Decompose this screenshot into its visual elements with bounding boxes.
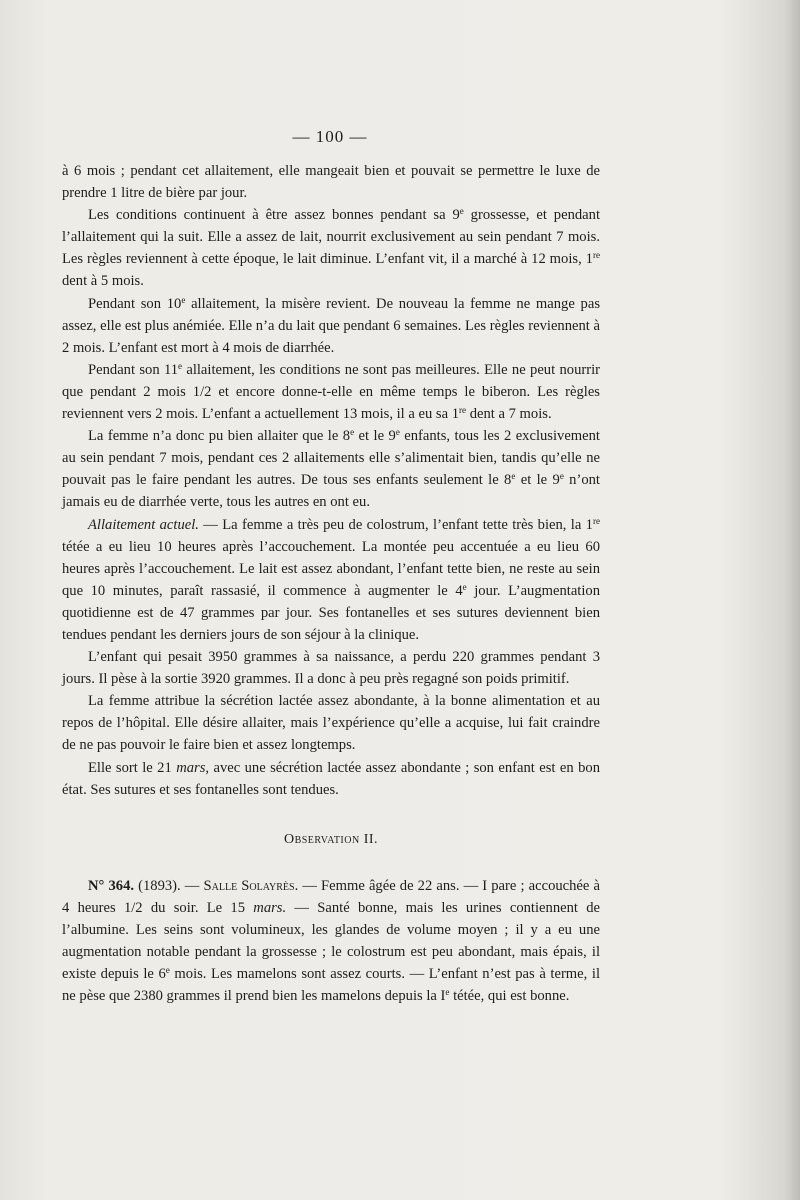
- paragraph: [62, 875, 600, 1008]
- text-run: Pendant son 10: [88, 295, 182, 312]
- superscript: re: [592, 250, 600, 261]
- paragraph: [62, 204, 600, 292]
- observation-ii: [62, 875, 600, 1008]
- text-run: et le 9: [354, 428, 396, 445]
- paragraph: [62, 514, 600, 647]
- text-run: N° 364.: [88, 877, 135, 894]
- text-run: n’ont jamais eu de diarrhée verte, tous les autres en ont eu.: [62, 472, 600, 511]
- superscript: e: [350, 427, 355, 438]
- superscript: e: [462, 581, 467, 592]
- paragraph: [62, 646, 600, 690]
- text-run: grossesse, et pendant l’allaitement qui la suit. Elle a assez de lait, nourrit exclusivement au sein pendant 7 mois. Les règles reviennent à cette époque, le lait diminue. L’enfant vit, il a marché à 12 mois, 1: [62, 207, 600, 268]
- text-run: avec une sécrétion lactée assez abondante ; son enfant est en bon état. Ses sutures et ses fontanelles sont tendues.: [62, 759, 600, 798]
- paragraph: [62, 293, 600, 359]
- text-run: — La femme a très peu de colostrum, l’enfant tette très bien, la 1: [198, 516, 593, 533]
- superscript: e: [181, 294, 186, 305]
- text-run: mars.: [253, 899, 287, 916]
- paragraph: [62, 690, 600, 756]
- text-run: enfants, tous les 2 exclusivement au sein pendant 7 mois, pendant ces 2 allaitements elle s’alimentait bien, tandis qu’elle ne pouvait pas le faire pendant les autres. De tous ses enfants seulement le 8: [62, 428, 600, 489]
- text-run: La femme n’a donc pu bien allaiter que le 8: [88, 428, 351, 445]
- text-run: jour. L’augmentation quotidienne est de 47 grammes par jour. Ses fontanelles et ses sutures deviennent bien tendues pendant les derniers jours de son séjour à la clinique.: [62, 582, 601, 643]
- paragraph: [62, 160, 600, 204]
- text-run: allaitement, la misère revient. De nouveau la femme ne mange pas assez, elle est plus anémiée. Elle n’a du lait que pendant 6 semaines. Les règles reviennent à 2 mois. L’enfant est mort à 4 mois de diarrhée.: [62, 295, 600, 356]
- text-run: mois. Les mamelons sont assez courts. — L’enfant n’est pas à terme, il ne pèse que 2380 grammes il prend bien les mamelons depuis la I: [62, 966, 600, 1005]
- superscript: e: [165, 965, 170, 976]
- text-run: — Femme âgée de 22 ans. — I pare ; accouchée à 4 heures 1/2 du soir. Le 15: [62, 877, 600, 916]
- page-number: — 100 —: [292, 127, 368, 146]
- text-run: La femme attribue la sécrétion lactée assez abondante, à la bonne alimentation et au repos de l’hôpital. Elle désire allaiter, mais l’expérience qu’elle a acquise, lui fait craindre de ne pas pouvoir le faire bien et assez longtemps.: [62, 693, 600, 754]
- text-run: tétée a eu lieu 10 heures après l’accouchement. La montée peu accentuée a eu lieu 60 heures après l’accouchement. Le lait est assez abondant, l’enfant tette bien, ne reste au sein que 10 minutes, paraît rassasié, il commence à augmenter le 4: [62, 538, 600, 599]
- text-run: dent a 7 mois.: [466, 406, 552, 423]
- superscript: re: [459, 405, 467, 416]
- text-run: Allaitement actuel.: [88, 516, 199, 533]
- superscript: e: [559, 471, 564, 482]
- text-run: et le 9: [515, 472, 560, 489]
- superscript: re: [592, 515, 600, 526]
- paragraph: [62, 425, 600, 513]
- text-run: Pendant son 11: [88, 361, 178, 378]
- observation-i-continued: [62, 160, 600, 801]
- text-run: mars,: [176, 759, 210, 776]
- paragraph: [62, 359, 600, 425]
- text-run: dent à 5 mois.: [62, 273, 144, 290]
- superscript: e: [395, 427, 400, 438]
- text-run: (1893). —: [134, 877, 204, 894]
- text-run: — Santé bonne, mais les urines contiennent de l’albumine. Les seins sont volumineux, les glandes de volume moyen ; il y a eu une augmentation notable pendant la grossesse ; le colostrum est peu abondant, mais épais, il existe depuis le 6: [62, 899, 600, 983]
- superscript: e: [178, 360, 183, 371]
- text-run: tétée, qui est bonne.: [449, 988, 570, 1005]
- observation-heading: Observation II.: [283, 831, 379, 847]
- superscript: e: [511, 471, 516, 482]
- text-run: L’enfant qui pesait 3950 grammes à sa naissance, a perdu 220 grammes pendant 3 jours. Il pèse à la sortie 3920 grammes. Il a donc à peu près regagné son poids primitif.: [62, 649, 600, 688]
- text-run: à 6 mois ; pendant cet allaitement, elle mangeait bien et pouvait se permettre le luxe de prendre 1 litre de bière par jour.: [62, 163, 600, 202]
- superscript: e: [445, 987, 450, 998]
- body-text: [62, 160, 600, 1007]
- text-run: allaitement, les conditions ne sont pas meilleures. Elle ne peut nourrir que pendant 2 mois 1/2 et encore donne-t-elle en même temps le biberon. Les règles reviennent vers 2 mois. L’enfant a actuellement 13 mois, il a eu sa 1: [62, 361, 601, 423]
- text-run: Les conditions continuent à être assez bonnes pendant sa 9: [88, 207, 460, 224]
- text-run: Salle Solayrès.: [203, 877, 299, 894]
- text-run: Elle sort le 21: [88, 759, 177, 776]
- paragraph: [62, 757, 600, 801]
- superscript: e: [459, 206, 464, 217]
